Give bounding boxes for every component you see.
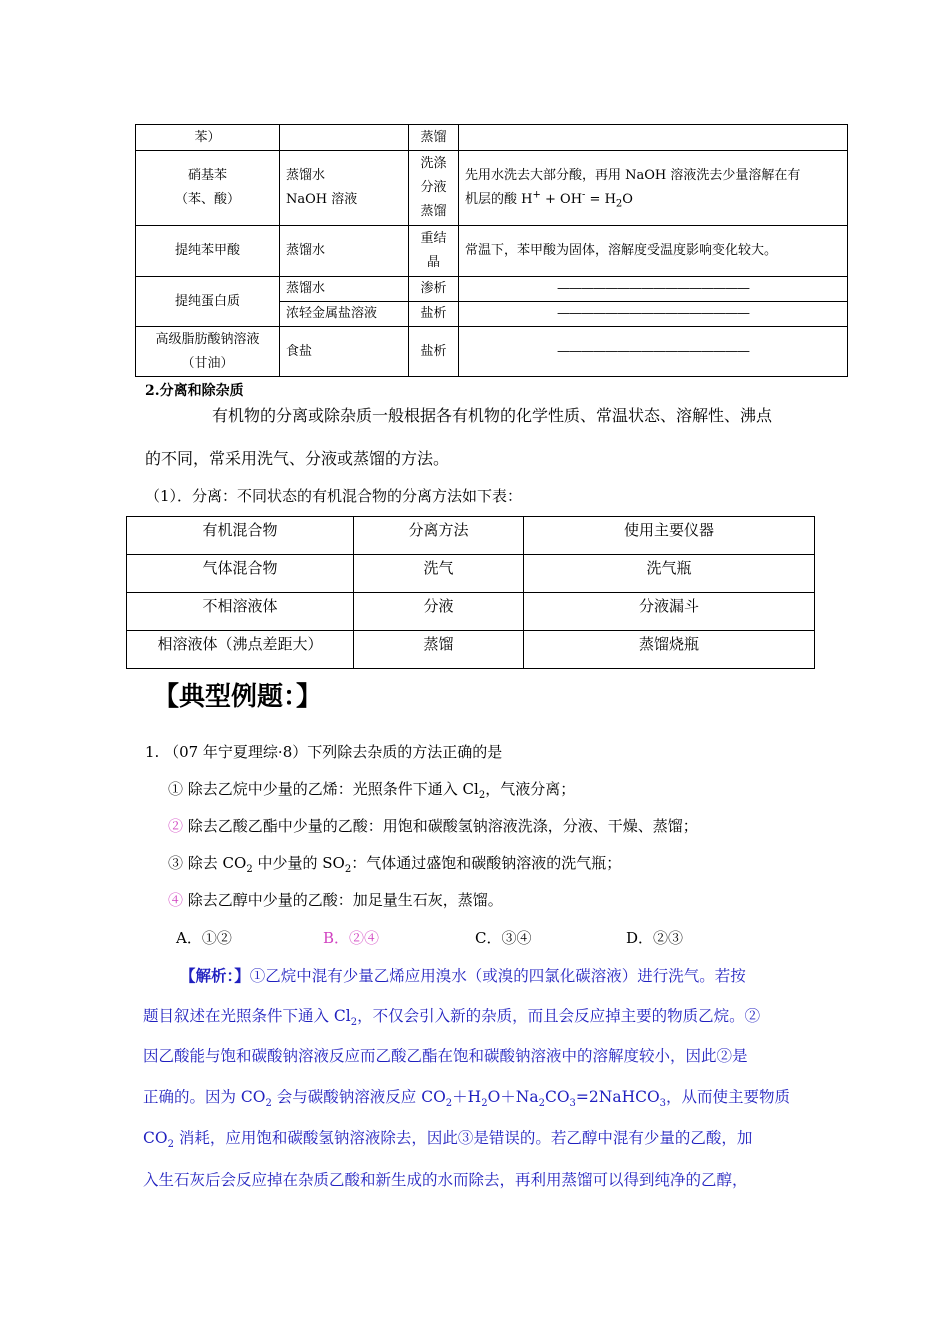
text: ，从而使主要物质 bbox=[666, 1088, 791, 1106]
text: O bbox=[622, 192, 633, 207]
option-b: B．②④ bbox=[323, 929, 380, 947]
table-cell: 相溶液体（沸点差距大） bbox=[127, 631, 354, 669]
table-cell: ———————————————— bbox=[459, 302, 848, 327]
analysis-line: 因乙酸能与饱和碳酸钠溶液反应而乙酸乙酯在饱和碳酸钠溶液中的溶解度较小，因此②是 bbox=[143, 1047, 748, 1065]
table-cell: 分液 bbox=[354, 593, 524, 631]
table-cell: 洗气瓶 bbox=[524, 555, 815, 593]
text: 机层的酸 H bbox=[465, 192, 533, 207]
option-d: D．②③ bbox=[626, 929, 684, 947]
table-row bbox=[127, 555, 815, 593]
table-cell: 渗析 bbox=[409, 277, 459, 302]
examples-heading: 【典型例题：】 bbox=[153, 682, 323, 712]
text: ＋H bbox=[452, 1088, 482, 1106]
table-cell: 蒸馏水 bbox=[280, 226, 409, 277]
paragraph-line: 有机物的分离或除杂质一般根据各有机物的化学性质、常温状态、溶解性、沸点 bbox=[212, 406, 773, 425]
text: + OH bbox=[540, 192, 583, 207]
text: ：气体通过盛饱和碳酸钠溶液的洗气瓶； bbox=[351, 854, 622, 872]
subscript: 2 bbox=[167, 1139, 174, 1151]
subscript: 2 bbox=[246, 864, 253, 875]
table-cell: 提纯蛋白质 bbox=[136, 277, 280, 327]
cell-line: 先用水洗去大部分酸，再用 NaOH 溶液洗去少量溶解在有 bbox=[465, 168, 801, 183]
table-header-row bbox=[127, 517, 815, 555]
text: =2NaHCO bbox=[575, 1088, 660, 1106]
text: 中少量的 SO bbox=[252, 854, 345, 872]
text: ，气液分离； bbox=[485, 780, 576, 798]
question-item-4 bbox=[168, 890, 503, 910]
text: ①乙烷中混有少量乙烯应用溴水（或溴的四氯化碳溶液）进行洗气。若按 bbox=[249, 967, 746, 985]
subscript: 2 bbox=[344, 864, 352, 875]
table-row bbox=[136, 151, 848, 226]
subscript: 2 bbox=[478, 790, 486, 801]
superscript: - bbox=[582, 189, 586, 201]
text: 除去乙酸乙酯中少量的乙酸：用饱和碳酸氢钠溶液洗涤，分液、干燥、蒸馏； bbox=[183, 817, 698, 835]
table-cell bbox=[459, 125, 848, 151]
cell-line: 硝基苯 bbox=[187, 168, 227, 183]
superscript: + bbox=[532, 189, 541, 201]
text: 除去乙醇中少量的乙酸：加足量生石灰，蒸馏。 bbox=[183, 891, 503, 909]
table-cell: 盐析 bbox=[409, 327, 459, 377]
analysis-line bbox=[143, 1128, 823, 1151]
table-cell: 苯） bbox=[136, 125, 280, 151]
table-cell: 洗气 bbox=[354, 555, 524, 593]
text: = H bbox=[585, 192, 616, 207]
subscript: 3 bbox=[569, 1098, 576, 1110]
cell-line: NaOH 溶液 bbox=[286, 192, 358, 207]
question-stem: 1. （07 年宁夏理综·8）下列除去杂质的方法正确的是 bbox=[145, 743, 503, 761]
text: ① 除去乙烷中少量的乙烯：光照条件下通入 Cl bbox=[168, 780, 479, 798]
cell-line: （甘油） bbox=[181, 355, 234, 371]
table-cell: 浓轻金属盐溶液 bbox=[280, 302, 409, 327]
subscript: 2 bbox=[538, 1098, 545, 1110]
cell-line bbox=[465, 188, 841, 212]
table-row bbox=[136, 226, 848, 277]
item-number: ④ bbox=[168, 891, 184, 909]
table-cell bbox=[136, 327, 280, 377]
cell-line: 洗涤 bbox=[420, 156, 447, 171]
text: 题目叙述在光照条件下通入 Cl bbox=[143, 1007, 351, 1025]
analysis-line: 入生石灰后会反应掉在杂质乙酸和新生成的水而除去，再利用蒸馏可以得到纯净的乙醇， bbox=[143, 1171, 748, 1189]
table-cell: 分液漏斗 bbox=[524, 593, 815, 631]
table-cell: 蒸馏烧瓶 bbox=[524, 631, 815, 669]
cell-line: 高级脂肪酸钠溶液 bbox=[155, 331, 260, 347]
table-cell: 蒸馏 bbox=[409, 125, 459, 151]
table-cell: 不相溶液体 bbox=[127, 593, 354, 631]
subscript: 2 bbox=[481, 1098, 488, 1110]
table-row bbox=[127, 593, 815, 631]
text: 正确的。因为 CO bbox=[143, 1088, 266, 1106]
text: O＋Na bbox=[487, 1088, 539, 1106]
analysis-line bbox=[180, 966, 860, 986]
table-cell: 蒸馏水 bbox=[280, 277, 409, 302]
table-cell: ———————————————— bbox=[459, 327, 848, 377]
section-title: 2.分离和除杂质 bbox=[145, 383, 244, 399]
subscript: 2 bbox=[265, 1098, 272, 1110]
table-row bbox=[136, 125, 848, 151]
purification-table bbox=[135, 124, 848, 377]
analysis-line bbox=[143, 1006, 823, 1029]
table-header: 分离方法 bbox=[354, 517, 524, 555]
table-cell bbox=[136, 151, 280, 226]
analysis-line bbox=[143, 1087, 823, 1110]
table-cell bbox=[280, 125, 409, 151]
table-cell: 气体混合物 bbox=[127, 555, 354, 593]
table-cell bbox=[459, 151, 848, 226]
question-item-1 bbox=[168, 779, 575, 799]
cell-line: 重结 bbox=[420, 231, 447, 246]
subsection-title: （1）．分离：不同状态的有机混合物的分离方法如下表： bbox=[145, 487, 523, 505]
cell-line: 蒸馏 bbox=[420, 204, 447, 219]
table-cell: ———————————————— bbox=[459, 277, 848, 302]
text: CO bbox=[143, 1129, 168, 1147]
table-row bbox=[136, 327, 848, 377]
separation-table bbox=[126, 516, 815, 669]
table-row bbox=[127, 631, 815, 669]
item-number: ② bbox=[168, 817, 184, 835]
subscript: 2 bbox=[350, 1017, 358, 1029]
table-cell: 食盐 bbox=[280, 327, 409, 377]
table-cell: 蒸馏 bbox=[354, 631, 524, 669]
question-item-2 bbox=[168, 816, 698, 836]
text: CO bbox=[544, 1088, 570, 1106]
option-a: A．①② bbox=[176, 929, 232, 947]
text: ，不仅会引入新的杂质，而且会反应掉主要的物质乙烷。② bbox=[357, 1007, 761, 1025]
text: 消耗，应用饱和碳酸氢钠溶液除去，因此③是错误的。若乙醇中混有少量的乙酸，加 bbox=[173, 1129, 753, 1147]
text: 会与碳酸钠溶液反应 CO bbox=[271, 1088, 446, 1106]
subscript: 2 bbox=[615, 198, 623, 210]
cell-line: 蒸馏水 bbox=[286, 168, 326, 183]
analysis-label: 【解析：】 bbox=[180, 966, 250, 985]
subscript: 2 bbox=[445, 1098, 453, 1110]
question-item-3 bbox=[168, 853, 621, 873]
option-c: C．③④ bbox=[475, 929, 532, 947]
table-row bbox=[136, 277, 848, 302]
paragraph-line: 的不同，常采用洗气、分液或蒸馏的方法。 bbox=[145, 449, 450, 468]
cell-line: 晶 bbox=[426, 255, 440, 270]
text: ③ 除去 CO bbox=[168, 854, 247, 872]
cell-line: 分液 bbox=[420, 180, 447, 195]
table-cell bbox=[409, 151, 459, 226]
table-cell: 常温下，苯甲酸为固体，溶解度受温度影响变化较大。 bbox=[459, 226, 848, 277]
table-header: 使用主要仪器 bbox=[524, 517, 815, 555]
table-cell: 提纯苯甲酸 bbox=[136, 226, 280, 277]
table-cell bbox=[409, 226, 459, 277]
subscript: 3 bbox=[659, 1098, 667, 1110]
cell-line: （苯、酸） bbox=[174, 192, 240, 207]
table-header: 有机混合物 bbox=[127, 517, 354, 555]
table-cell bbox=[280, 151, 409, 226]
table-cell: 盐析 bbox=[409, 302, 459, 327]
